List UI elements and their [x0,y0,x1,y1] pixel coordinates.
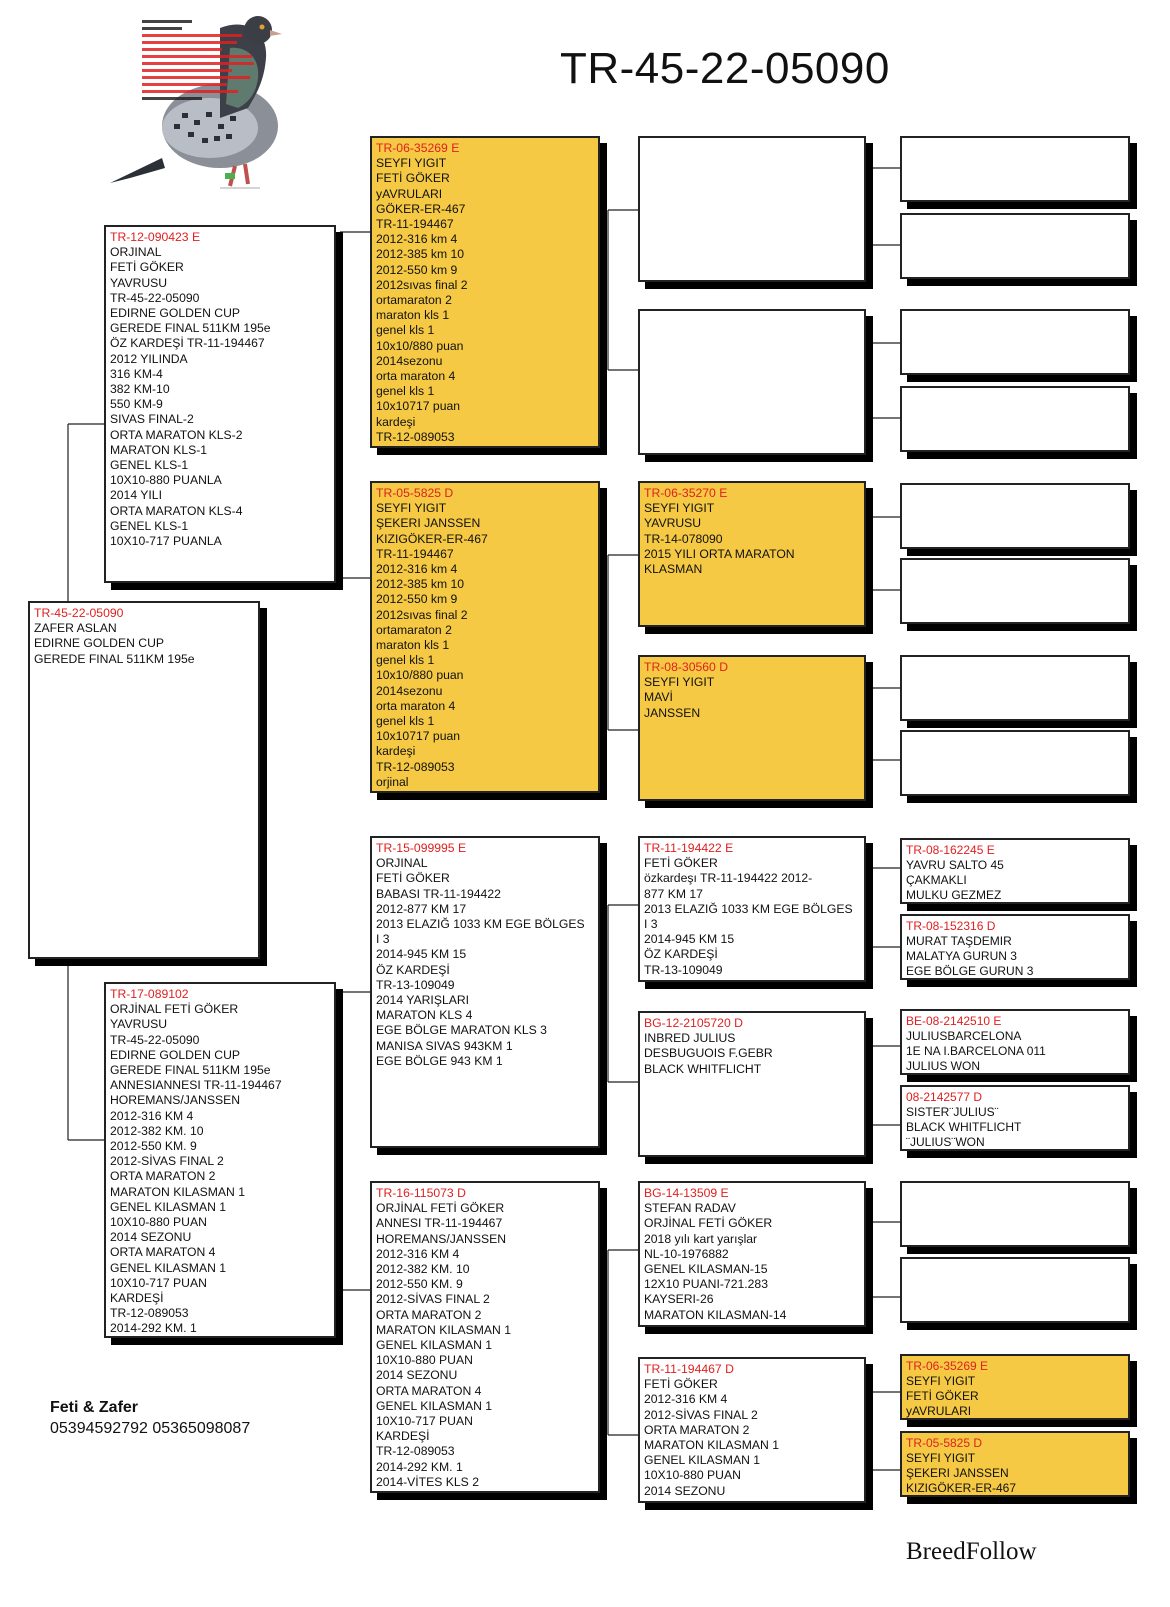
sire-dam-card[interactable] [370,481,600,793]
card-line: 382 KM-10 [110,382,170,397]
card-line: SISTER¨JULIUS¨ [906,1105,999,1119]
card-line: 2012-316 km 4 [376,232,458,247]
gen3-card-5[interactable] [638,836,866,982]
card-line: MALATYA GURUN 3 [906,949,1017,963]
card-line: 877 KM 17 [644,886,703,901]
card-line: SEYFI YIGIT [906,1451,976,1465]
card-line: 2012-316 km 4 [376,562,458,577]
card-line: 2012-550 KM. 9 [110,1139,197,1154]
card-line: KAYSERI-26 [644,1292,714,1307]
dam-dam-card[interactable] [370,1181,600,1493]
gen3-card-6[interactable] [638,1011,866,1157]
gen3-card-2[interactable] [638,309,866,455]
card-line: GEREDE FINAL 511KM 195e [110,1063,271,1078]
card-line: MURAT TAŞDEMIR [906,934,1012,948]
card-line: KARDEŞİ [376,1429,430,1444]
card-line: TR-12-089053 [376,1444,455,1459]
sire-sire-card[interactable] [370,136,600,448]
card-line: MARATON KLS 4 [376,1008,473,1023]
card-line: JULIUSBARCELONA [906,1029,1022,1043]
brand-logo: BreedFollow [906,1538,1037,1565]
card-line: 10X10-880 PUAN [110,1215,207,1230]
ring-id: TR-05-5825 D [376,486,454,500]
gen4-card-8[interactable] [900,730,1130,796]
card-line: 10X10-717 PUAN [376,1414,473,1429]
card-line: MANISA SIVAS 943KM 1 [376,1038,513,1053]
card-line: 2014sezonu [376,683,443,698]
gen4-card-16[interactable] [900,1431,1130,1497]
card-line: MARATON KLS-1 [110,442,208,457]
card-line: 2014 SEZONU [110,1230,192,1245]
card-line: TR-12-089053 [376,429,455,444]
card-line: 10x10/880 puan [376,338,464,353]
card-line: 10x10717 puan [376,729,461,744]
card-line: ANNESIANNESI TR-11-194467 [110,1078,282,1093]
card-line: YAVRUSU [644,516,702,531]
card-line: BABASI TR-11-194422 [376,886,501,901]
card-line: KLASMAN [644,562,703,577]
card-line: genel kls 1 [376,384,435,399]
card-line: NL-10-1976882 [644,1246,729,1261]
card-line: 2013 ELAZIĞ 1033 KM EGE BÖLGES [376,917,585,932]
ring-id: TR-06-35269 E [906,1359,989,1373]
dam-card[interactable] [104,982,336,1338]
card-line: 2012-550 km 9 [376,262,458,277]
card-line: ORJINAL [110,245,162,260]
gen4-card-7[interactable] [900,655,1130,721]
card-line: ortamaraton 2 [376,293,452,308]
card-line: 316 KM-4 [110,366,163,381]
card-line: ZAFER ASLAN [34,621,117,636]
gen4-card-6[interactable] [900,558,1130,624]
card-line: TR-12-089053 [110,1306,189,1321]
card-line: ORJİNAL FETİ GÖKER [110,1002,239,1017]
card-line: özkardeşı TR-11-194422 2012- [644,871,813,886]
page-title: TR-45-22-05090 [560,44,890,93]
card-line: FETİ GÖKER [110,260,184,275]
contact-names: Feti & Zafer [50,1399,139,1416]
card-line: 2012-SİVAS FINAL 2 [110,1154,224,1169]
card-line: HOREMANS/JANSSEN [110,1093,241,1108]
card-line: 550 KM-9 [110,397,163,412]
card-line: GÖKER-ER-467 [376,201,466,216]
card-line: FETİ GÖKER [376,871,450,886]
card-line: ÖZ KARDEŞİ TR-11-194467 [110,336,265,351]
ring-id: TR-08-152316 D [906,919,996,933]
card-line: SEYFI YIGIT [906,1374,976,1388]
ring-id: 08-2142577 D [906,1090,983,1104]
card-line: BLACK WHITFLICHT [644,1061,762,1076]
card-line: orjinal [376,774,409,789]
card-line: TR-45-22-05090 [110,1032,200,1047]
gen3-card-1[interactable] [638,136,866,282]
card-line: ORTA MARATON 4 [376,1383,482,1398]
card-line: SEYFI YIGIT [376,156,447,171]
card-line: ŞEKERI JANSSEN [906,1466,1009,1480]
card-line: ORJİNAL FETİ GÖKER [376,1201,505,1216]
card-line: MARATON KILASMAN 1 [644,1438,779,1453]
card-line: ORTA MARATON 2 [376,1307,482,1322]
ring-id: BE-08-2142510 E [906,1014,1002,1028]
card-line: 2014-292 KM. 1 [376,1459,463,1474]
card-line: ORTA MARATON 2 [110,1169,216,1184]
card-line: ORTA MARATON KLS-4 [110,503,243,518]
ring-id: TR-15-099995 E [376,841,467,855]
card-line: orta maraton 4 [376,369,456,384]
card-line: 2013 ELAZIĞ 1033 KM EGE BÖLGES [644,901,853,916]
card-line: 2012-SİVAS FINAL 2 [644,1407,758,1422]
card-line: 10X10-880 PUAN [376,1353,473,1368]
gen4-card-9[interactable] [900,838,1130,904]
card-line: GENEL KILASMAN 1 [110,1199,227,1214]
card-line: ÖZ KARDEŞİ [644,947,718,962]
gen4-card-2[interactable] [900,213,1130,279]
card-line: 10X10-717 PUAN [110,1275,207,1290]
card-line: GEREDE FINAL 511KM 195e [34,651,195,666]
card-line: genel kls 1 [376,653,435,668]
card-line: ortamaraton 2 [376,622,452,637]
ring-id: TR-06-35269 E [376,141,460,155]
card-line: genel kls 1 [376,323,435,338]
contact-block [50,1397,250,1439]
card-line: kardeşi [376,744,416,759]
ring-id: TR-45-22-05090 [34,606,124,620]
card-line: GENEL KILASMAN-15 [644,1262,768,1277]
card-line: YAVRUSU [110,275,168,290]
card-line: 2014sezonu [376,353,443,368]
sire-card[interactable] [104,225,336,583]
card-line: TR-12-089053 [376,759,455,774]
card-line: MARATON KILASMAN 1 [110,1184,245,1199]
card-line: STEFAN RADAV [644,1201,736,1216]
card-line: 2014 YILI [110,488,162,503]
card-line: DESBUGUOIS F.GEBR [644,1046,773,1061]
gen3-card-7[interactable] [638,1181,866,1327]
card-line: 2012-382 KM. 10 [376,1262,470,1277]
card-line: kardeşi [376,414,416,429]
card-line: 2014-945 KM 15 [376,947,467,962]
gen4-card-14[interactable] [900,1257,1130,1323]
ring-id: TR-08-30560 D [644,660,728,674]
gen3-card-4[interactable] [638,655,866,801]
card-line: 2012sıvas final 2 [376,277,468,292]
gen4-card-10[interactable] [900,914,1130,980]
card-line: GENEL KLS-1 [110,518,189,533]
ring-id: BG-12-2105720 D [644,1016,743,1030]
gen4-card-15[interactable] [900,1354,1130,1420]
card-line: yAVRULARI [906,1404,972,1418]
card-line: I 3 [376,932,390,947]
card-line: SEYFI YIGIT [644,675,715,690]
card-line: KIZIGÖKER-ER-467 [906,1481,1017,1495]
card-line: JANSSEN [644,705,701,720]
card-line: GEREDE FINAL 511KM 195e [110,321,271,336]
ring-id: TR-06-35270 E [644,486,728,500]
ring-id: TR-11-194467 D [644,1362,734,1376]
card-line: TR-14-078090 [644,531,723,546]
card-line: TR-11-194467 [376,217,454,232]
card-line: TR-45-22-05090 [110,290,200,305]
card-line: 2012-385 km 10 [376,577,465,592]
card-line: GENEL KILASMAN 1 [110,1260,227,1275]
ring-id: TR-16-115073 D [376,1186,466,1200]
card-line: 2012-316 KM 4 [644,1392,728,1407]
card-line: 2014-945 KM 15 [644,932,735,947]
gen3-card-3[interactable] [638,481,866,627]
card-line: JULIUS WON [906,1059,981,1073]
card-line: SIVAS FINAL-2 [110,412,194,427]
card-line: 2014-292 KM. 1 [110,1321,197,1336]
card-line: EGE BÖLGE GURUN 3 [906,964,1034,978]
card-line: ORJİNAL FETİ GÖKER [644,1216,773,1231]
card-line: FETİ GÖKER [376,171,450,186]
ring-id: BG-14-13509 E [644,1186,729,1200]
card-line: EDIRNE GOLDEN CUP [110,1047,241,1062]
ring-id: TR-11-194422 E [644,841,734,855]
card-line: MULKU GEZMEZ [906,888,1002,902]
gen3-card-8[interactable] [638,1357,866,1503]
ring-id: TR-17-089102 [110,987,189,1001]
card-line: FETİ GÖKER [644,1377,718,1392]
gen4-card-11[interactable] [900,1009,1130,1075]
card-line: EDIRNE GOLDEN CUP [34,636,165,651]
gen4-card-4[interactable] [900,386,1130,452]
contact-phones: 05394592792 05365098087 [50,1420,251,1437]
card-line: GENEL KILASMAN 1 [644,1453,761,1468]
card-line: 2014-VİTES KLS 2 [376,1474,479,1489]
card-line: YAVRUSU [110,1017,168,1032]
card-line: FETİ GÖKER [906,1389,979,1403]
card-line: ORTA MARATON 4 [110,1245,216,1260]
card-line: 10X10-717 PUANLA [110,534,222,549]
ring-id: TR-08-162245 E [906,843,995,857]
card-line: MAVİ [644,690,673,705]
gen4-card-3[interactable] [900,309,1130,375]
card-line: GENEL KLS-1 [110,458,189,473]
card-line: KARDEŞİ [110,1291,164,1306]
card-line: EDIRNE GOLDEN CUP [110,306,241,321]
card-line: 2012-550 KM. 9 [376,1277,463,1292]
card-line: 2014 SEZONU [376,1368,458,1383]
card-line: 2012sıvas final 2 [376,607,468,622]
card-line: maraton kls 1 [376,638,450,653]
card-line: 2012-316 KM 4 [110,1108,194,1123]
card-line: 2015 YILI ORTA MARATON [644,546,795,561]
card-line: 2014 YARIŞLARI [376,993,470,1008]
dam-sire-card[interactable] [370,836,600,1148]
gen4-card-5[interactable] [900,483,1130,549]
card-line: maraton kls 1 [376,308,450,323]
ring-id: TR-05-5825 D [906,1436,983,1450]
card-line: EGE BÖLGE MARATON KLS 3 [376,1023,547,1038]
card-line: 2012-316 KM 4 [376,1246,460,1261]
card-line: ÇAKMAKLI [906,873,967,887]
card-line: HOREMANS/JANSSEN [376,1231,507,1246]
card-line: genel kls 1 [376,714,435,729]
card-line: SEYFI YIGIT [376,501,447,516]
card-line: EGE BÖLGE 943 KM 1 [376,1053,503,1068]
gen4-card-12[interactable] [900,1085,1130,1151]
card-line: MARATON KILASMAN 1 [376,1322,511,1337]
card-line: 2012-550 km 9 [376,592,458,607]
card-line: GENEL KILASMAN 1 [376,1338,493,1353]
card-line: ORTA MARATON KLS-2 [110,427,243,442]
card-line: yAVRULARI [376,186,443,201]
card-line: 2012-877 KM 17 [376,901,467,916]
card-line: 2014 SEZONU [644,1483,726,1498]
card-line: 10X10-880 PUAN [644,1468,741,1483]
gen4-card-13[interactable] [900,1181,1130,1247]
card-line: 10x10717 puan [376,399,461,414]
card-line: ¨JULIUS¨WON [906,1135,985,1149]
card-line: 1E NA I.BARCELONA 011 [906,1044,1046,1058]
card-line: MARATON KILASMAN-14 [644,1307,787,1322]
card-line: 2018 yılı kart yarışlar [644,1231,758,1246]
card-line: INBRED JULIUS [644,1031,736,1046]
card-line: 2012 YILINDA [110,351,188,366]
card-line: ANNESI TR-11-194467 [376,1216,503,1231]
ring-id: TR-12-090423 E [110,230,201,244]
card-line: 10x10/880 puan [376,668,464,683]
card-line: YAVRU SALTO 45 [906,858,1004,872]
card-line: ORTA MARATON 2 [644,1422,750,1437]
gen4-card-1[interactable] [900,136,1130,202]
card-line: orta maraton 4 [376,698,456,713]
card-line: FETİ GÖKER [644,856,718,871]
card-line: 2012-SİVAS FINAL 2 [376,1292,490,1307]
card-line: 2012-382 KM. 10 [110,1123,204,1138]
card-line: 2012-385 km 10 [376,247,465,262]
card-line: GENEL KILASMAN 1 [376,1398,493,1413]
card-line: ŞEKERI JANSSEN [376,516,481,531]
card-line: BLACK WHITFLICHT [906,1120,1022,1134]
card-line: I 3 [644,917,658,932]
card-line: TR-13-109049 [644,962,723,977]
card-line: ORJINAL [376,856,428,871]
card-line: ÖZ KARDEŞİ [376,962,450,977]
card-line: 10X10-880 PUANLA [110,473,222,488]
card-line: SEYFI YIGIT [644,501,715,516]
card-line: TR-11-194467 [376,546,454,561]
subject-card[interactable] [28,601,260,959]
card-line: TR-13-109049 [376,977,455,992]
card-line: KIZIGÖKER-ER-467 [376,531,488,546]
card-line: 12X10 PUANI-721.283 [644,1277,768,1292]
